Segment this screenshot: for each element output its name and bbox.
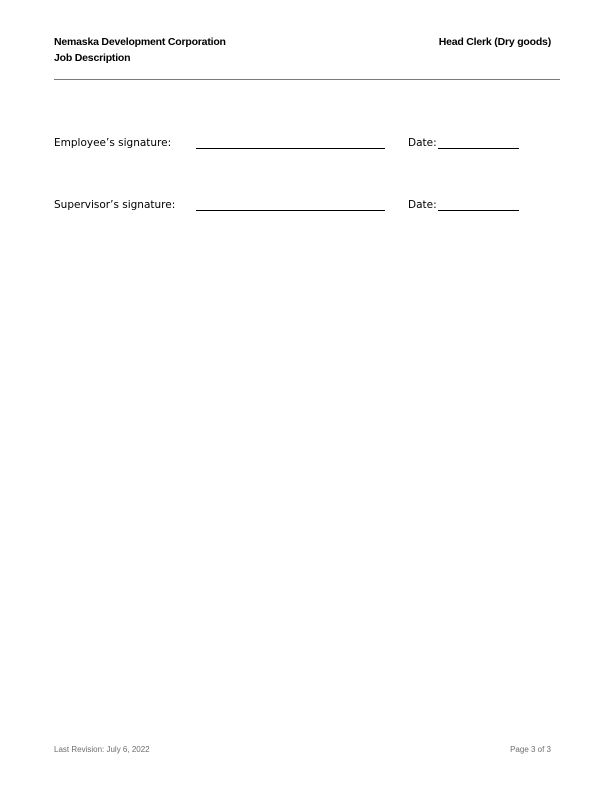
revision-date: Last Revision: July 6, 2022	[54, 745, 150, 754]
supervisor-date-label: Date:	[408, 199, 437, 211]
employee-signature-row	[54, 136, 560, 150]
employee-signature-label: Employee’s signature:	[54, 137, 172, 149]
supervisor-signature-line[interactable]	[196, 210, 385, 211]
document-type: Job Description	[54, 52, 131, 64]
position-title: Head Clerk (Dry goods)	[438, 36, 551, 48]
page-number: Page 3 of 3	[510, 745, 551, 754]
supervisor-date-line[interactable]	[438, 210, 519, 211]
employee-date-line[interactable]	[438, 148, 519, 149]
document-header-left	[54, 34, 226, 66]
header-divider	[54, 79, 560, 80]
employee-signature-line[interactable]	[196, 148, 385, 149]
supervisor-signature-label: Supervisor’s signature:	[54, 199, 176, 211]
organization-name: Nemaska Development Corporation	[54, 36, 226, 48]
employee-date-label: Date:	[408, 137, 437, 149]
supervisor-signature-row	[54, 198, 560, 212]
